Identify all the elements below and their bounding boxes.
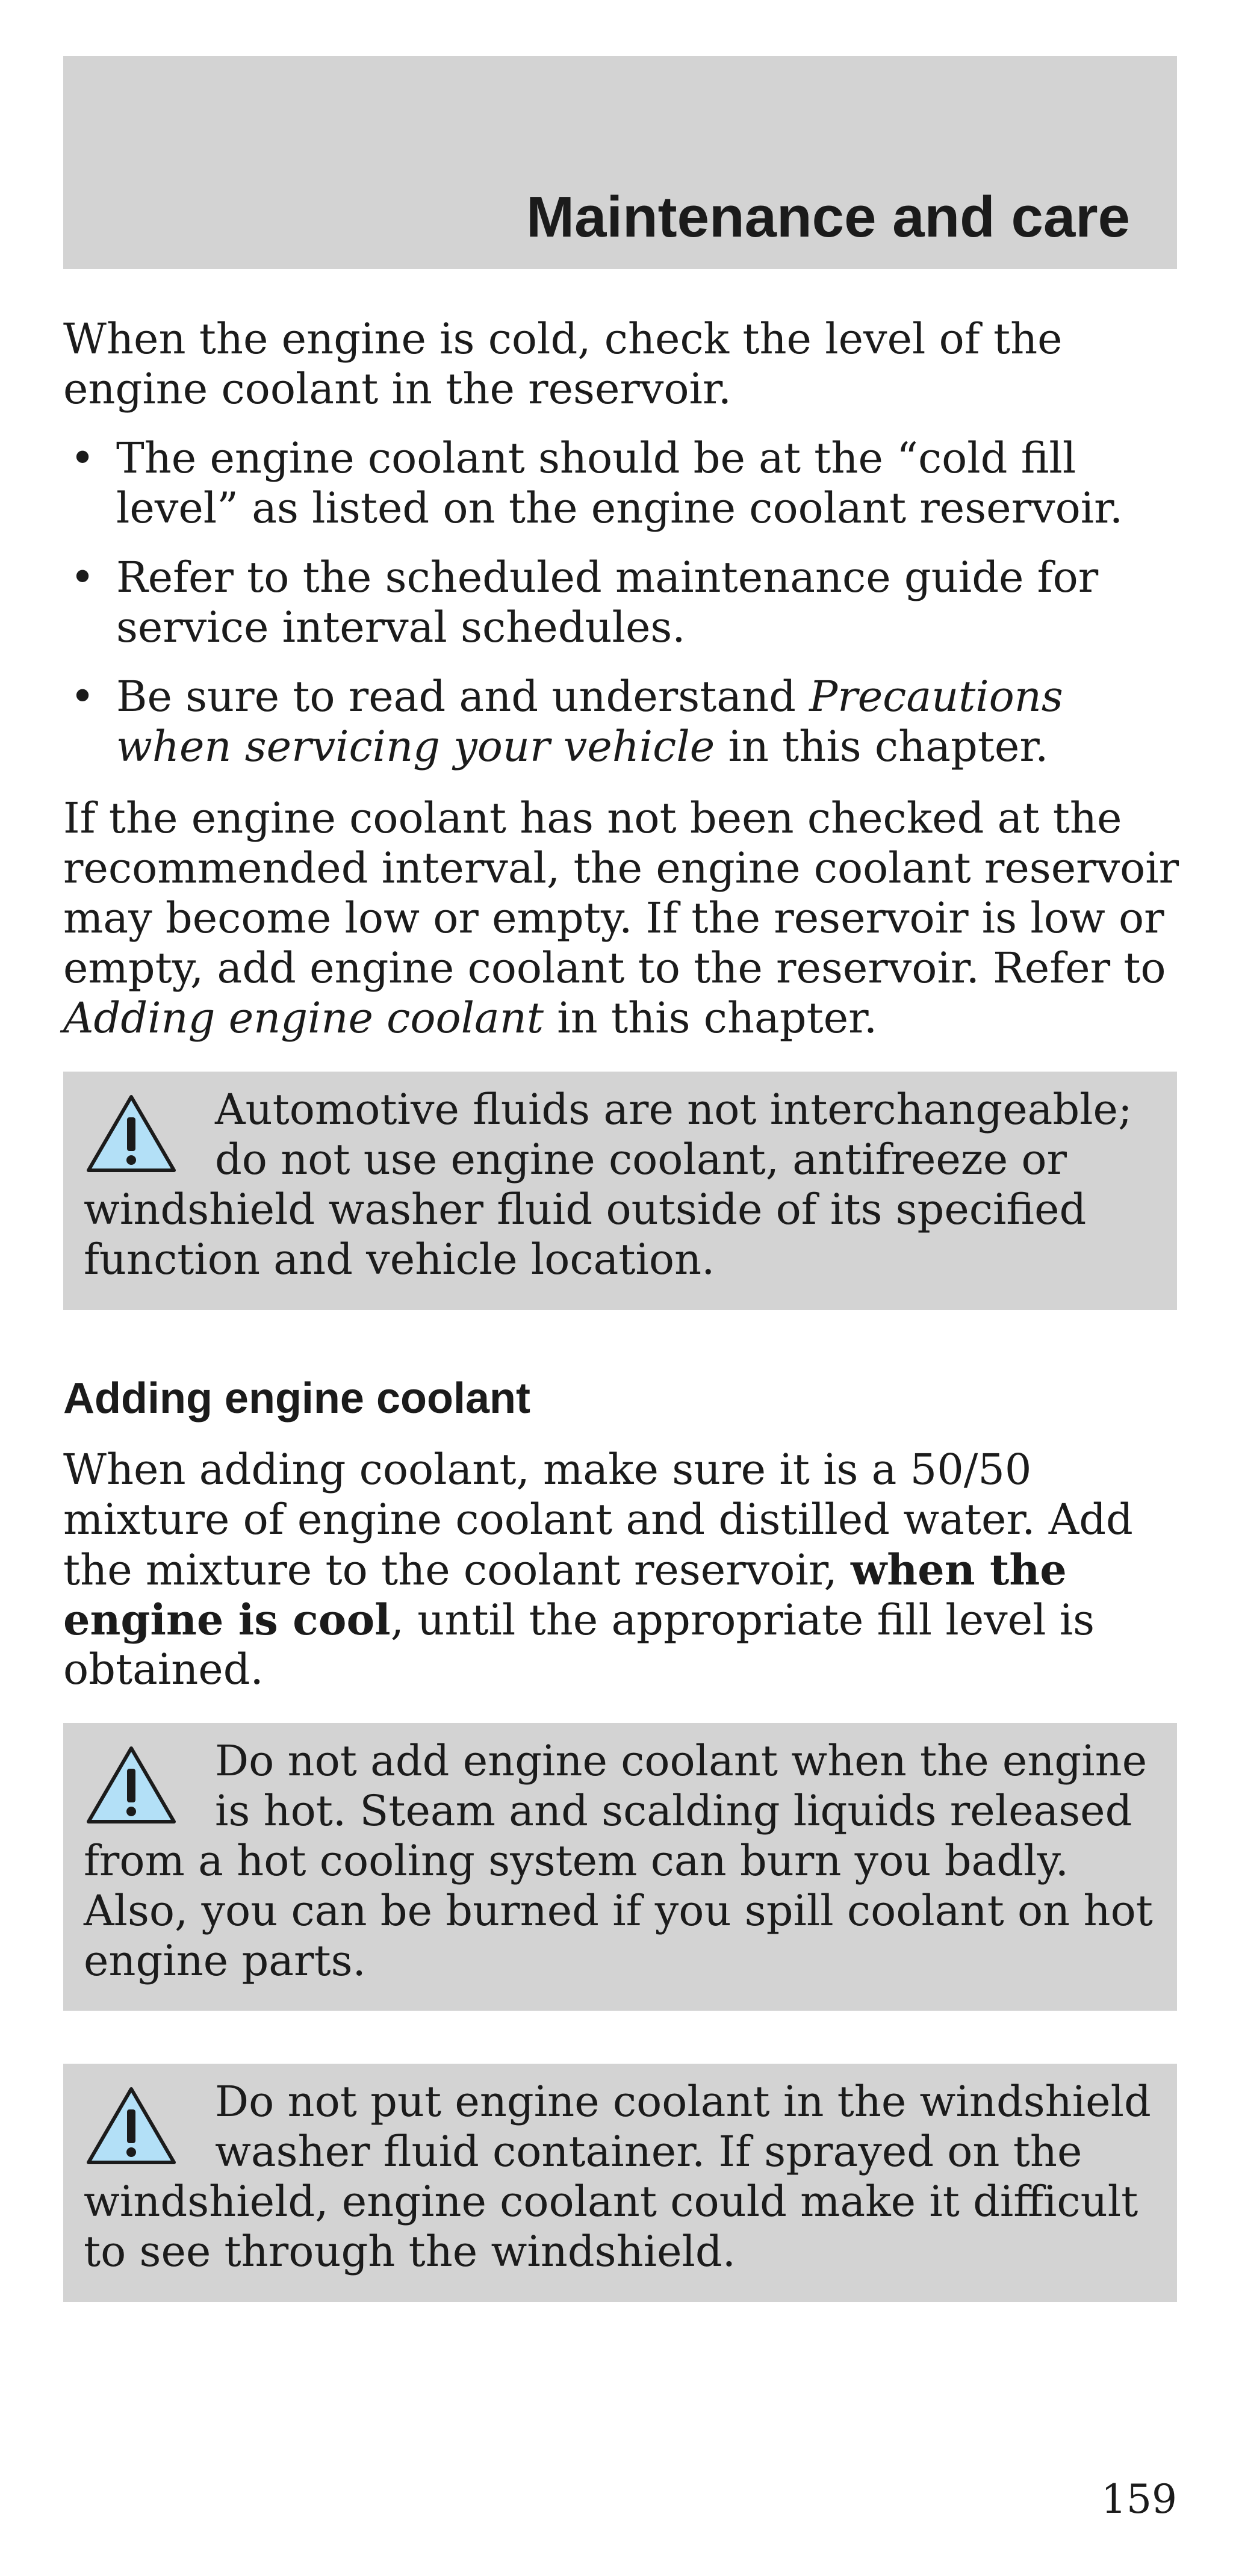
page-number: 159	[1101, 2476, 1177, 2522]
bullet-marker: •	[70, 553, 95, 602]
warning-3-text	[84, 2077, 1151, 2277]
bullet-marker: •	[70, 672, 95, 721]
adding-line-3: the mixture to the coolant reservoir, when the	[63, 1545, 1067, 1595]
engine-is-cool-emphasis: engine is cool	[63, 1595, 391, 1645]
adding-line-4: engine is cool, until the appropriate fill level is	[63, 1595, 1095, 1645]
check-line-5: Adding engine coolant in this chapter.	[63, 993, 878, 1043]
bullet-1-line-2: level” as listed on the engine coolant reservoir.	[116, 483, 1123, 533]
warning-2-line-3: from a hot cooling system can burn you badly.	[84, 1836, 1069, 1885]
warning-box-washer-fluid	[63, 2064, 1177, 2302]
check-line-2: recommended interval, the engine coolant reservoir	[63, 843, 1179, 893]
adding-coolant-paragraph	[63, 1445, 1177, 1695]
warning-2-line-1: Do not add engine coolant when the engine	[215, 1736, 1148, 1786]
intro-line-1: When the engine is cold, check the level of the	[63, 314, 1063, 364]
warning-box-fluids	[63, 1072, 1177, 1310]
precautions-reference-cont: when servicing your vehicle	[116, 722, 715, 771]
bullet-list	[63, 433, 1177, 772]
check-line-3: may become low or empty. If the reservoir is low or	[63, 893, 1164, 943]
adding-line-1: When adding coolant, make sure it is a 50/50	[63, 1445, 1032, 1494]
warning-1-text	[84, 1085, 1132, 1285]
warning-box-hot-engine	[63, 1723, 1177, 2011]
bullet-1-line-1: The engine coolant should be at the “cold fill	[116, 433, 1076, 483]
adding-line-2: mixture of engine coolant and distilled water. Add	[63, 1495, 1133, 1544]
warning-3-line-3: windshield, engine coolant could make it difficult	[84, 2177, 1138, 2226]
warning-3-line-4: to see through the windshield.	[84, 2227, 736, 2276]
list-item	[63, 433, 1177, 533]
check-line-1: If the engine coolant has not been checked at the	[63, 793, 1122, 843]
warning-2-text	[84, 1736, 1153, 1986]
adding-line-5: obtained.	[63, 1645, 264, 1694]
list-item	[63, 553, 1177, 653]
header-band	[63, 56, 1177, 269]
bullet-2-line-2: service interval schedules.	[116, 603, 686, 652]
intro-line-2: engine coolant in the reservoir.	[63, 364, 731, 414]
precautions-reference: Precautions	[809, 672, 1063, 721]
warning-1-line-2: do not use engine coolant, antifreeze or	[215, 1135, 1067, 1184]
warning-1-line-1: Automotive fluids are not interchangeable;	[215, 1085, 1132, 1134]
check-line-4: empty, add engine coolant to the reservoir. Refer to	[63, 943, 1166, 993]
warning-1-line-3: windshield washer fluid outside of its specified	[84, 1185, 1087, 1234]
check-paragraph	[63, 793, 1177, 1043]
page-title: Maintenance and care	[526, 185, 1130, 249]
warning-2-line-2: is hot. Steam and scalding liquids released	[215, 1786, 1132, 1836]
warning-3-line-2: washer fluid container. If sprayed on the	[215, 2127, 1082, 2176]
bullet-3-line-2: when servicing your vehicle in this chapter.	[116, 722, 1049, 771]
adding-coolant-reference: Adding engine coolant	[63, 993, 544, 1043]
bullet-3-line-1: Be sure to read and understand Precautions	[116, 672, 1063, 721]
bullet-marker: •	[70, 433, 95, 483]
warning-2-line-5: engine parts.	[84, 1936, 366, 1985]
bullet-2-line-1: Refer to the scheduled maintenance guide for	[116, 553, 1099, 602]
warning-1-line-4: function and vehicle location.	[84, 1235, 715, 1284]
intro-paragraph	[63, 314, 1177, 414]
section-heading: Adding engine coolant	[63, 1374, 530, 1423]
warning-2-line-4: Also, you can be burned if you spill coolant on hot	[84, 1886, 1153, 1935]
when-the-emphasis: when the	[851, 1545, 1067, 1595]
list-item	[63, 672, 1177, 772]
warning-3-line-1: Do not put engine coolant in the windshield	[215, 2077, 1151, 2126]
